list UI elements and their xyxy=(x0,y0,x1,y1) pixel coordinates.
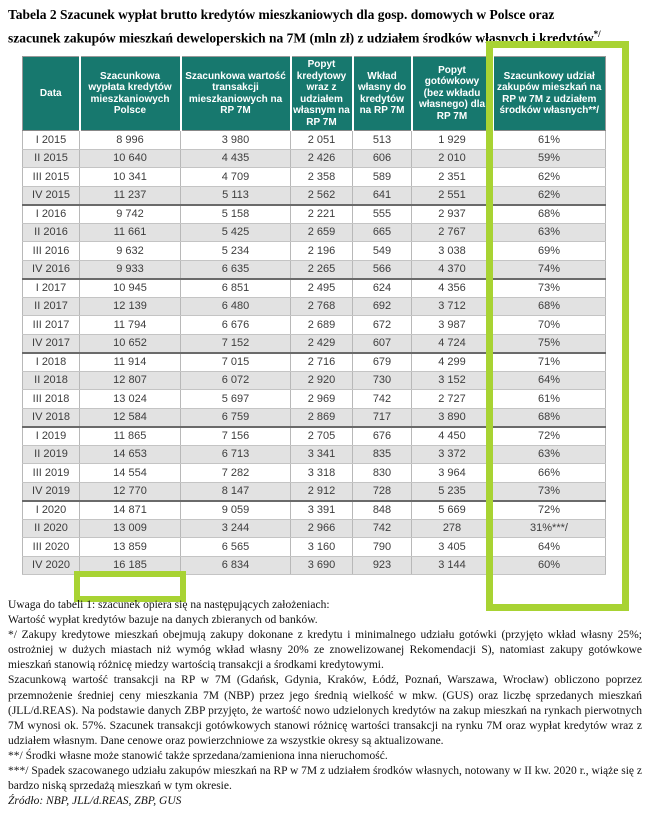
value-cell: 566 xyxy=(353,260,412,279)
value-cell: 4 450 xyxy=(412,427,493,446)
value-cell: 6 635 xyxy=(181,260,291,279)
value-cell: 4 370 xyxy=(412,260,493,279)
value-cell: 2 659 xyxy=(291,223,353,242)
value-cell: 6 480 xyxy=(181,297,291,316)
table-row xyxy=(23,501,606,520)
date-cell: II 2016 xyxy=(23,223,80,242)
value-cell: 10 341 xyxy=(80,168,181,187)
value-cell: 2 358 xyxy=(291,168,353,187)
value-cell: 9 933 xyxy=(80,260,181,279)
value-cell: 5 697 xyxy=(181,390,291,409)
value-cell: 4 356 xyxy=(412,279,493,298)
table-row xyxy=(23,390,606,409)
value-cell: 742 xyxy=(353,390,412,409)
table-row xyxy=(23,149,606,168)
source-line: Źródło: NBP, JLL/d.REAS, ZBP, GUS xyxy=(8,795,182,808)
note-asterisk-3: ***/ Spadek szacowanego udziału zakupów mieszkań na RP w 7M z udziałem środków własnych, notowany w II kw. 2020 r., wiąże się z bardzo niską sprzedażą mieszkań w tym okresie. xyxy=(8,765,642,793)
value-cell: 2 265 xyxy=(291,260,353,279)
title-footnote-marker: */ xyxy=(593,28,601,39)
value-cell: 624 xyxy=(353,279,412,298)
date-cell: III 2016 xyxy=(23,242,80,261)
value-cell: 3 038 xyxy=(412,242,493,261)
value-cell: 2 426 xyxy=(291,149,353,168)
value-cell: 61% xyxy=(493,390,606,409)
table-row xyxy=(23,223,606,242)
value-cell: 11 865 xyxy=(80,427,181,446)
value-cell: 11 661 xyxy=(80,223,181,242)
value-cell: 2 562 xyxy=(291,186,353,205)
table-row xyxy=(23,205,606,224)
value-cell: 848 xyxy=(353,501,412,520)
value-cell: 5 669 xyxy=(412,501,493,520)
header-row xyxy=(23,57,606,131)
value-cell: 830 xyxy=(353,464,412,483)
value-cell: 2 705 xyxy=(291,427,353,446)
date-cell: I 2018 xyxy=(23,353,80,372)
value-cell: 7 282 xyxy=(181,464,291,483)
col-header-wartosc-transakcji: Szacunkowa wartość transakcji mieszkaniowych na RP 7M xyxy=(181,57,291,131)
value-cell: 2 551 xyxy=(412,186,493,205)
value-cell: 71% xyxy=(493,353,606,372)
value-cell: 72% xyxy=(493,427,606,446)
date-cell: I 2017 xyxy=(23,279,80,298)
value-cell: 4 299 xyxy=(412,353,493,372)
value-cell: 5 158 xyxy=(181,205,291,224)
value-cell: 676 xyxy=(353,427,412,446)
value-cell: 12 139 xyxy=(80,297,181,316)
value-cell: 717 xyxy=(353,408,412,427)
value-cell: 790 xyxy=(353,538,412,557)
table-row xyxy=(23,427,606,446)
value-cell: 3 964 xyxy=(412,464,493,483)
value-cell: 6 759 xyxy=(181,408,291,427)
table-row xyxy=(23,538,606,557)
value-cell: 513 xyxy=(353,131,412,150)
value-cell: 2 969 xyxy=(291,390,353,409)
note-header: Uwaga do tabeli 1: szacunek opiera się na następujących założeniach: xyxy=(8,599,330,611)
value-cell: 68% xyxy=(493,297,606,316)
value-cell: 2 912 xyxy=(291,482,353,501)
date-cell: II 2020 xyxy=(23,519,80,538)
date-cell: IV 2020 xyxy=(23,556,80,575)
value-cell: 549 xyxy=(353,242,412,261)
value-cell: 10 640 xyxy=(80,149,181,168)
date-cell: IV 2015 xyxy=(23,186,80,205)
value-cell: 64% xyxy=(493,538,606,557)
value-cell: 607 xyxy=(353,334,412,353)
date-cell: I 2015 xyxy=(23,131,80,150)
value-cell: 3 144 xyxy=(412,556,493,575)
value-cell: 75% xyxy=(493,334,606,353)
value-cell: 3 244 xyxy=(181,519,291,538)
value-cell: 2 727 xyxy=(412,390,493,409)
value-cell: 59% xyxy=(493,149,606,168)
col-header-popyt-gotowkowy: Popyt gotówkowy (bez wkładu własnego) dla RP 7M xyxy=(412,57,493,131)
value-cell: 2 768 xyxy=(291,297,353,316)
value-cell: 742 xyxy=(353,519,412,538)
value-cell: 68% xyxy=(493,408,606,427)
value-cell: 74% xyxy=(493,260,606,279)
value-cell: 14 554 xyxy=(80,464,181,483)
date-cell: IV 2017 xyxy=(23,334,80,353)
value-cell: 3 890 xyxy=(412,408,493,427)
value-cell: 3 690 xyxy=(291,556,353,575)
table-row xyxy=(23,168,606,187)
value-cell: 11 237 xyxy=(80,186,181,205)
value-cell: 70% xyxy=(493,316,606,335)
date-cell: III 2019 xyxy=(23,464,80,483)
note-methodology: Szacunkową wartość transakcji na RP w 7M (Gdańsk, Gdynia, Kraków, Łódź, Poznań, Warszawa, Wrocław) obliczono poprzez przemnożenie średniej ceny mieszkania 7M (NBP) przez jego średnią wielkość w mkw. (GUS) oraz liczbę sprzedanych mieszkań (JLL/d.REAS). Na podstawie danych ZBP przyjęto, że wartość nowo udzielonych kredytów na zakup mieszkań na rynkach pierwotnych 7M wynosi ok. 57%. Szacunek transakcji gotówkowych stanowi różnicę wartości transakcji na rynku 7M oraz wypłat kredytów wraz z udziałem własnym. Dane cenowe oraz powierzchniowe za wszystkie okresy są aktualizowane. xyxy=(8,674,642,747)
table-row xyxy=(23,556,606,575)
value-cell: 4 435 xyxy=(181,149,291,168)
value-cell: 72% xyxy=(493,501,606,520)
value-cell: 64% xyxy=(493,371,606,390)
value-cell: 8 147 xyxy=(181,482,291,501)
value-cell: 9 632 xyxy=(80,242,181,261)
value-cell: 3 372 xyxy=(412,445,493,464)
value-cell: 2 937 xyxy=(412,205,493,224)
value-cell: 7 015 xyxy=(181,353,291,372)
date-cell: IV 2018 xyxy=(23,408,80,427)
value-cell: 11 794 xyxy=(80,316,181,335)
value-cell: 10 652 xyxy=(80,334,181,353)
value-cell: 9 742 xyxy=(80,205,181,224)
value-cell: 278 xyxy=(412,519,493,538)
value-cell: 672 xyxy=(353,316,412,335)
value-cell: 69% xyxy=(493,242,606,261)
date-cell: I 2016 xyxy=(23,205,80,224)
table-row xyxy=(23,260,606,279)
table-row xyxy=(23,334,606,353)
table-title xyxy=(8,6,642,48)
value-cell: 13 009 xyxy=(80,519,181,538)
value-cell: 6 851 xyxy=(181,279,291,298)
value-cell: 606 xyxy=(353,149,412,168)
date-cell: III 2015 xyxy=(23,168,80,187)
value-cell: 3 160 xyxy=(291,538,353,557)
value-cell: 3 712 xyxy=(412,297,493,316)
value-cell: 7 152 xyxy=(181,334,291,353)
value-cell: 6 565 xyxy=(181,538,291,557)
table-row xyxy=(23,445,606,464)
value-cell: 60% xyxy=(493,556,606,575)
value-cell: 3 980 xyxy=(181,131,291,150)
date-cell: II 2019 xyxy=(23,445,80,464)
value-cell: 5 425 xyxy=(181,223,291,242)
value-cell: 2 966 xyxy=(291,519,353,538)
value-cell: 728 xyxy=(353,482,412,501)
value-cell: 6 834 xyxy=(181,556,291,575)
value-cell: 3 405 xyxy=(412,538,493,557)
value-cell: 2 767 xyxy=(412,223,493,242)
value-cell: 2 351 xyxy=(412,168,493,187)
value-cell: 8 996 xyxy=(80,131,181,150)
value-cell: 2 920 xyxy=(291,371,353,390)
value-cell: 1 929 xyxy=(412,131,493,150)
value-cell: 3 391 xyxy=(291,501,353,520)
date-cell: II 2018 xyxy=(23,371,80,390)
value-cell: 66% xyxy=(493,464,606,483)
col-header-popyt-kredytowy: Popyt kredytowy wraz z udziałem własnym na RP 7M xyxy=(291,57,353,131)
date-cell: III 2017 xyxy=(23,316,80,335)
value-cell: 9 059 xyxy=(181,501,291,520)
value-cell: 5 113 xyxy=(181,186,291,205)
note-banks: Wartość wypłat kredytów bazuje na danych zbieranych od banków. xyxy=(8,614,318,627)
table-row xyxy=(23,316,606,335)
value-cell: 6 072 xyxy=(181,371,291,390)
value-cell: 2 689 xyxy=(291,316,353,335)
table-row xyxy=(23,131,606,150)
value-cell: 835 xyxy=(353,445,412,464)
col-header-wyplata-kredytow: Szacunkowa wypłata kredytów mieszkaniowych Polsce xyxy=(80,57,181,131)
value-cell: 14 871 xyxy=(80,501,181,520)
value-cell: 6 676 xyxy=(181,316,291,335)
value-cell: 73% xyxy=(493,482,606,501)
value-cell: 2 869 xyxy=(291,408,353,427)
value-cell: 62% xyxy=(493,168,606,187)
table-row xyxy=(23,482,606,501)
value-cell: 3 987 xyxy=(412,316,493,335)
value-cell: 2 716 xyxy=(291,353,353,372)
value-cell: 555 xyxy=(353,205,412,224)
value-cell: 4 724 xyxy=(412,334,493,353)
table-row xyxy=(23,297,606,316)
date-cell: IV 2019 xyxy=(23,482,80,501)
value-cell: 73% xyxy=(493,279,606,298)
value-cell: 63% xyxy=(493,445,606,464)
value-cell: 16 185 xyxy=(80,556,181,575)
value-cell: 2 495 xyxy=(291,279,353,298)
table-row xyxy=(23,279,606,298)
value-cell: 12 584 xyxy=(80,408,181,427)
value-cell: 61% xyxy=(493,131,606,150)
table-row xyxy=(23,519,606,538)
value-cell: 13 024 xyxy=(80,390,181,409)
value-cell: 62% xyxy=(493,186,606,205)
value-cell: 923 xyxy=(353,556,412,575)
title-line-2: szacunek zakupów mieszkań deweloperskich na 7M (mln zł) z udziałem środków własnych i kredytów xyxy=(8,30,594,45)
value-cell: 7 156 xyxy=(181,427,291,446)
date-cell: III 2020 xyxy=(23,538,80,557)
title-line-1: Tabela 2 Szacunek wypłat brutto kredytów mieszkaniowych dla gosp. domowych w Polsce oraz xyxy=(8,7,555,22)
value-cell: 2 051 xyxy=(291,131,353,150)
value-cell: 692 xyxy=(353,297,412,316)
value-cell: 3 152 xyxy=(412,371,493,390)
value-cell: 6 713 xyxy=(181,445,291,464)
value-cell: 68% xyxy=(493,205,606,224)
value-cell: 641 xyxy=(353,186,412,205)
col-header-udzial-zakupow: Szacunkowy udział zakupów mieszkań na RP w 7M z udziałem środków własnych**/ xyxy=(493,57,606,131)
date-cell: II 2017 xyxy=(23,297,80,316)
value-cell: 589 xyxy=(353,168,412,187)
value-cell: 730 xyxy=(353,371,412,390)
value-cell: 2 221 xyxy=(291,205,353,224)
value-cell: 5 234 xyxy=(181,242,291,261)
data-table xyxy=(22,56,606,575)
table-body xyxy=(23,131,606,575)
value-cell: 5 235 xyxy=(412,482,493,501)
date-cell: III 2018 xyxy=(23,390,80,409)
value-cell: 2 010 xyxy=(412,149,493,168)
value-cell: 665 xyxy=(353,223,412,242)
value-cell: 3 341 xyxy=(291,445,353,464)
table-row xyxy=(23,408,606,427)
value-cell: 14 653 xyxy=(80,445,181,464)
value-cell: 63% xyxy=(493,223,606,242)
table-row xyxy=(23,353,606,372)
date-cell: II 2015 xyxy=(23,149,80,168)
col-header-wklad-wlasny: Wkład własny do kredytów na RP 7M xyxy=(353,57,412,131)
value-cell: 2 429 xyxy=(291,334,353,353)
footnotes xyxy=(8,598,642,809)
value-cell: 11 914 xyxy=(80,353,181,372)
value-cell: 10 945 xyxy=(80,279,181,298)
table-row xyxy=(23,371,606,390)
value-cell: 2 196 xyxy=(291,242,353,261)
table-row xyxy=(23,186,606,205)
value-cell: 12 807 xyxy=(80,371,181,390)
date-cell: IV 2016 xyxy=(23,260,80,279)
date-cell: I 2020 xyxy=(23,501,80,520)
date-cell: I 2019 xyxy=(23,427,80,446)
note-asterisk-1: */ Zakupy kredytowe mieszkań obejmują zakupy dokonane z kredytu i minimalnego udziału gotówki (przyjęto wkład własny 25%; ostrożniej w dużych miastach niż wymóg wkład własny 20% ze znowelizowanej Rekomendacji S), natomiast zakupy gotówkowe mieszkań stanowią różnicę miedzy wartością transakcji a środkami kredytowymi. xyxy=(8,629,642,672)
value-cell: 3 318 xyxy=(291,464,353,483)
table-row xyxy=(23,464,606,483)
note-asterisk-2: **/ Środki własne może stanowić także sprzedana/zamieniona inna nieruchomość. xyxy=(8,749,388,762)
col-header-data: Data xyxy=(23,57,80,131)
value-cell: 31%***/ xyxy=(493,519,606,538)
value-cell: 679 xyxy=(353,353,412,372)
value-cell: 4 709 xyxy=(181,168,291,187)
value-cell: 12 770 xyxy=(80,482,181,501)
value-cell: 13 859 xyxy=(80,538,181,557)
table-row xyxy=(23,242,606,261)
